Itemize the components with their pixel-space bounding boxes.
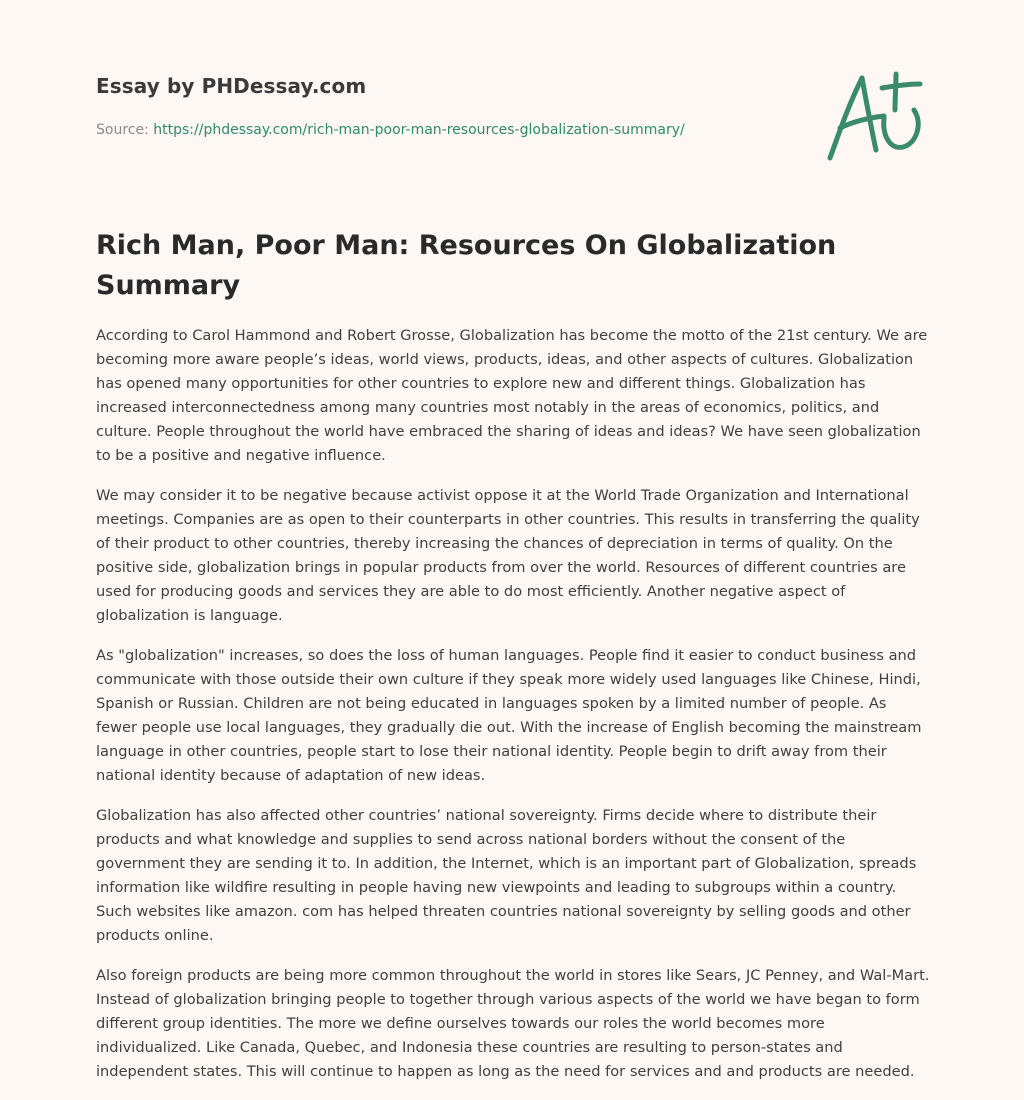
a-plus-logo-svg <box>822 66 932 166</box>
source-label: Source: <box>96 122 154 138</box>
article-body <box>96 324 932 1100</box>
logo-a-right-stroke <box>862 78 876 150</box>
paragraph: We may consider it to be negative because activist oppose it at the World Trade Organization and International meetings. Companies are as open to their counterparts in other countries. This results in transferring the quality of their product to other countries, thereby increasing the chances of depreciation in terms of quality. On the positive side, globalization brings in popular products from over the world. Resources of different countries are used for producing goods and services they are able to do most efficiently. Another negative aspect of globalization is language. <box>96 487 920 624</box>
paragraph: According to Carol Hammond and Robert Grosse, Globalization has become the motto of the 21st century. We are becoming more aware people’s ideas, world views, products, ideas, and other aspects of cultures. Globalization has opened many opportunities for other countries to explore new and different things. Globalization has increased interconnectedness among many countries most notably in the areas of economics, politics, and culture. People throughout the world have embraced the sharing of ideas and ideas? We have seen globalization to be a positive and negative influence. <box>96 327 928 464</box>
brand-title: Essay by PHDessay.com <box>96 74 367 98</box>
article-title: Rich Man, Poor Man: Resources On Globalization Summary <box>96 230 837 301</box>
logo-a-left-stroke <box>830 78 862 158</box>
source-link[interactable]: https://phdessay.com/rich-man-poor-man-resources-globalization-summary/ <box>153 122 685 138</box>
logo-loop-stroke <box>884 110 918 147</box>
logo-plus-vertical <box>895 74 896 110</box>
logo-plus-horizontal <box>882 84 920 88</box>
source-line <box>96 122 796 138</box>
header <box>96 74 796 138</box>
paragraph: As "globalization" increases, so does the loss of human languages. People find it easier to conduct business and communicate with those outside their own culture if they speak more widely used languages like Chinese, Hindi, Spanish or Russian. Children are not being educated in languages spoken by a limited number of people. As fewer people use local languages, they gradually die out. With the increase of English becoming the mainstream language in other countries, people start to lose their national identity. People begin to drift away from their national identity because of adaptation of new ideas. <box>96 647 922 784</box>
a-plus-logo-icon <box>822 66 932 166</box>
paragraph: Also foreign products are being more common throughout the world in stores like Sears, JC Penney, and Wal-Mart. Instead of globalization bringing people to together through various aspects of the world we have began to form different group identities. The more we define ourselves towards our roles the world becomes more individualized. Like Canada, Quebec, and Indonesia these countries are resulting to person-states and independent states. This will continue to happen as long as the need for services and and products are needed. <box>96 967 930 1080</box>
paragraph: Globalization has also affected other countries’ national sovereignty. Firms decide where to distribute their products and what knowledge and supplies to send across national borders without the consent of the government they are sending it to. In addition, the Internet, which is an important part of Globalization, spreads information like wildfire resulting in people having new viewpoints and leading to subgroups within a country. Such websites like amazon. com has helped threaten countries national sovereignty by selling goods and other products online. <box>96 807 917 944</box>
